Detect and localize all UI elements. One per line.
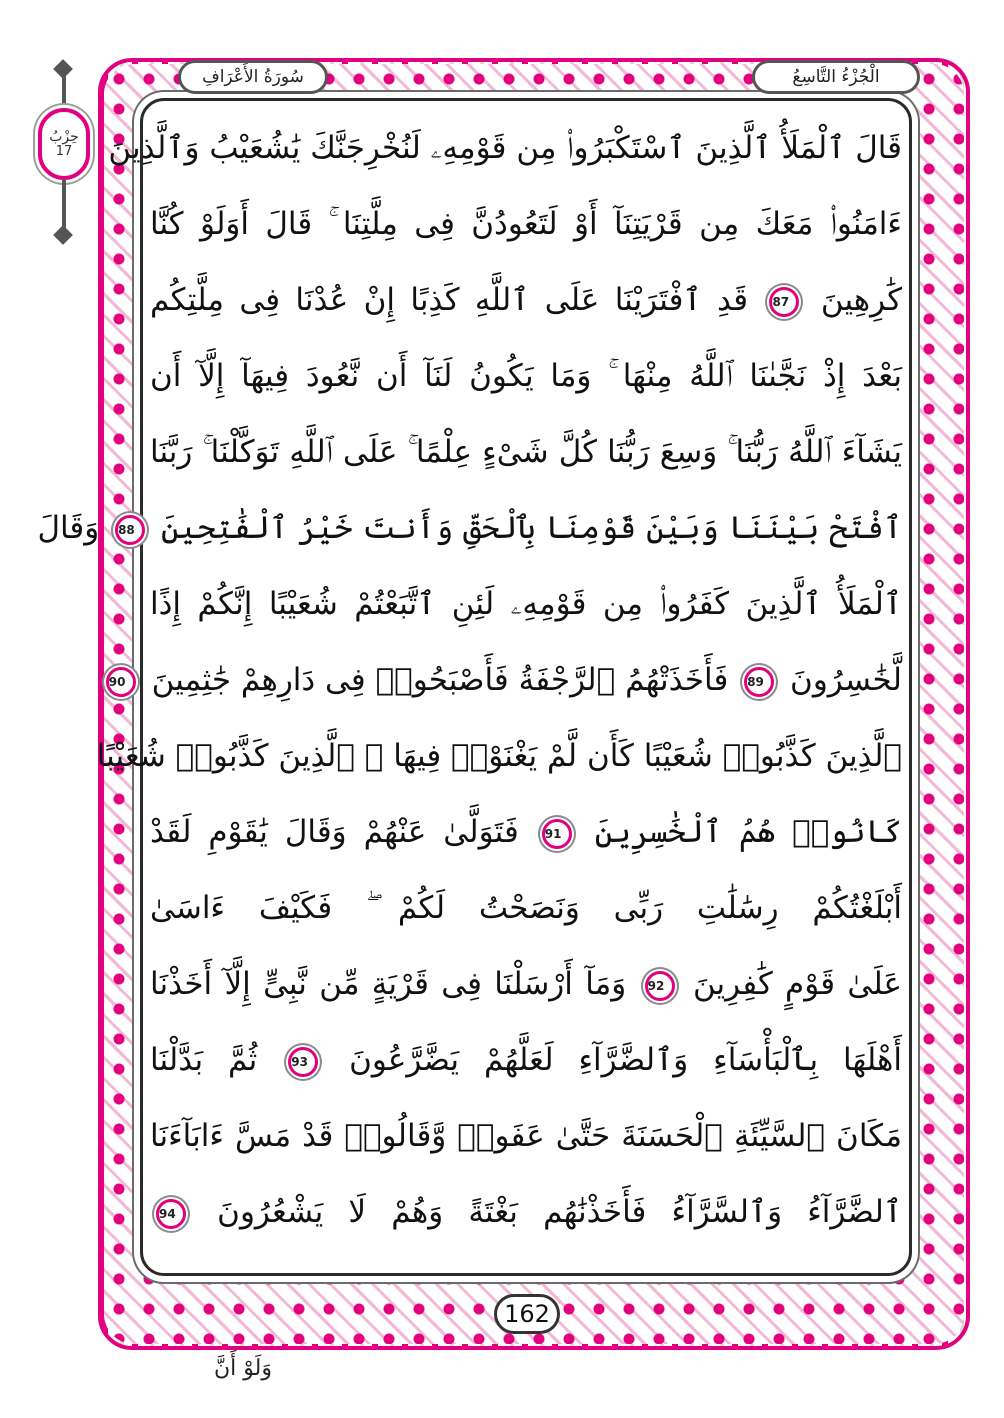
text-line <box>108 118 902 178</box>
ayah-number-marker: 94 <box>156 1199 186 1229</box>
text-line <box>150 1182 902 1242</box>
ayah-number-marker: 87 <box>769 287 799 317</box>
catchword: وَلَوْ أَنَّ <box>214 1356 272 1381</box>
ayah-number-marker: 91 <box>542 819 572 849</box>
text-line <box>150 270 902 330</box>
hizb-marker <box>32 62 96 238</box>
verse-text: وَقَالَ <box>37 510 100 546</box>
verse-text: أَهْلَهَا بِٱلْبَأْسَآءِ وَٱلضَّرَّآءِ لَعَلَّهُمْ يَضَّرَّعُونَ <box>349 1042 903 1078</box>
text-line <box>150 574 902 634</box>
hizb-label: حِزْبُ <box>49 129 79 145</box>
juz-label: الْجُزْءُ التَّاسِعُ <box>752 60 920 94</box>
text-line <box>150 422 902 482</box>
text-line <box>37 498 902 558</box>
text-line <box>96 726 902 786</box>
text-line <box>150 954 902 1014</box>
verse-text: ٱلْمَلَأُ ٱلَّذِينَ كَفَرُوا۟ مِن قَوْمِهِۦ لَئِنِ ٱتَّبَعْتُمْ شُعَيْبًا إِنَّكُمْ إِذًا <box>150 586 902 622</box>
verse-text: ءَامَنُوا۟ مَعَكَ مِن قَرْيَتِنَآ أَوْ لَتَعُودُنَّ فِى مِلَّتِنَا ۚ قَالَ أَوَلَوْ كُنَّا <box>150 206 902 242</box>
text-line <box>150 1030 902 1090</box>
verse-text: ٱلَّذِينَ كَذَّبُوا۟ شُعَيْبًا كَأَن لَّمْ يَغْنَوْا۟ فِيهَا ۚ ٱلَّذِينَ كَذَّبُوا۟ شُعَيْبًا <box>96 738 902 774</box>
surah-label: سُورَةُ الأَعْرَافِ <box>178 60 328 94</box>
verse-text: مَكَانَ ٱلسَّيِّئَةِ ٱلْحَسَنَةَ حَتَّىٰ عَفَوا۟ وَّقَالُوا۟ قَدْ مَسَّ ءَابَآءَنَا <box>150 1118 902 1154</box>
verse-text: فَتَوَلَّىٰ عَنْهُمْ وَقَالَ يَٰقَوْمِ لَقَدْ <box>150 814 519 850</box>
verse-text: وَمَآ أَرْسَلْنَا فِى قَرْيَةٍ مِّن نَّبِىٍّ إِلَّآ أَخَذْنَا <box>150 966 627 1002</box>
ayah-number-marker: 89 <box>744 667 774 697</box>
verse-text: فَأَخَذَتْهُمُ ٱلرَّجْفَةُ فَأَصْبَحُوا۟ فِى دَارِهِمْ جَٰثِمِينَ <box>151 662 729 698</box>
verse-text: أَبْلَغْتُكُمْ رِسَٰلَٰتِ رَبِّى وَنَصَحْتُ لَكُمْ ۖ فَكَيْفَ ءَاسَىٰ <box>150 890 902 926</box>
ayah-number-marker: 90 <box>106 667 136 697</box>
hizb-stem-top <box>62 68 66 108</box>
ayah-number-marker: 88 <box>115 515 145 545</box>
verse-text: قَدِ ٱفْتَرَيْنَا عَلَى ٱللَّهِ كَذِبًا إِنْ عُدْنَا فِى مِلَّتِكُم <box>150 282 749 318</box>
hizb-number: 17 <box>55 144 73 159</box>
page-number: 162 <box>494 1294 560 1334</box>
verse-text: لَّخَٰسِرُونَ <box>790 662 902 698</box>
verse-text: ٱلضَّرَّآءُ وَٱلسَّرَّآءُ فَأَخَذْنَٰهُم بَغْتَةً وَهُمْ لَا يَشْعُرُونَ <box>217 1194 902 1230</box>
text-line <box>150 802 902 862</box>
diamond-ornament-icon <box>53 225 73 245</box>
verse-text: قَالَ ٱلْمَلَأُ ٱلَّذِينَ ٱسْتَكْبَرُوا۟ مِن قَوْمِهِۦ لَنُخْرِجَنَّكَ يَٰشُعَيْبُ وَٱلَّذِينَ <box>108 130 902 166</box>
text-line <box>150 878 902 938</box>
verse-text: ثُمَّ بَدَّلْنَا <box>150 1042 258 1078</box>
verse-text: عَلَىٰ قَوْمٍ كَٰفِرِينَ <box>692 966 903 1002</box>
text-line <box>108 650 902 710</box>
verse-text: بَعْدَ إِذْ نَجَّىٰنَا ٱللَّهُ مِنْهَا ۚ وَمَا يَكُونُ لَنَآ أَن نَّعُودَ فِيهَآ إِلَّآ أَن <box>150 358 902 394</box>
verse-text: ٱفْتَحْ بَيْنَنَا وَبَيْنَ قَوْمِنَا بِٱلْحَقِّ وَأَنتَ خَيْرُ ٱلْفَٰتِحِينَ <box>160 510 902 546</box>
verse-text: يَشَآءَ ٱللَّهُ رَبُّنَا ۚ وَسِعَ رَبُّنَا كُلَّ شَىْءٍ عِلْمًا ۚ عَلَى ٱللَّهِ تَوَكَّلْنَا ۚ رَبَّنَا <box>150 434 902 470</box>
verse-text: كَانُوا۟ هُمُ ٱلْخَٰسِرِينَ <box>594 814 902 850</box>
ayah-number-marker: 93 <box>288 1047 318 1077</box>
hizb-medallion <box>38 108 90 180</box>
text-line <box>150 1106 902 1166</box>
text-line <box>150 346 902 406</box>
verse-text: كَٰرِهِينَ <box>820 282 903 318</box>
text-line <box>150 194 902 254</box>
ayah-number-marker: 92 <box>645 971 675 1001</box>
